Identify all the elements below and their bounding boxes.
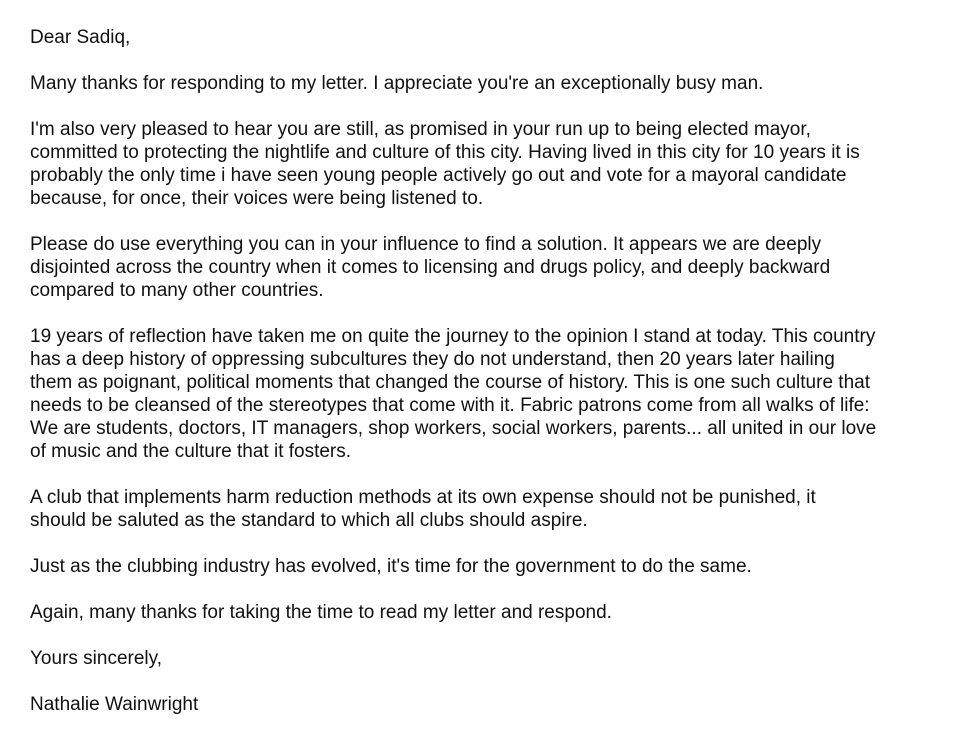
- signature: [30, 693, 950, 716]
- paragraph-line: needs to be cleansed of the stereotypes that come with it. Fabric patrons come from all walks of life:: [30, 395, 870, 416]
- salutation: [30, 26, 950, 49]
- closing: [30, 647, 950, 670]
- paragraph-thanks: [30, 72, 950, 95]
- paragraph-again-thanks: [30, 601, 950, 624]
- paragraph-line: committed to protecting the nightlife and culture of this city. Having lived in this city for 10 years it is: [30, 142, 860, 163]
- signature-name: Nathalie Wainwright: [30, 694, 199, 715]
- paragraph-line: 19 years of reflection have taken me on quite the journey to the opinion I stand at today. This country: [30, 326, 876, 347]
- paragraph-line: probably the only time i have seen young people actively go out and vote for a mayoral candidate: [30, 165, 847, 186]
- paragraph-reflection: [30, 325, 950, 463]
- paragraph-line: We are students, doctors, IT managers, shop workers, social workers, parents... all united in our love: [30, 418, 877, 439]
- paragraph-evolved: [30, 555, 950, 578]
- paragraph-line: Again, many thanks for taking the time to read my letter and respond.: [30, 602, 612, 623]
- paragraph-line: disjointed across the country when it comes to licensing and drugs policy, and deeply backward: [30, 257, 831, 278]
- paragraph-line: has a deep history of oppressing subcultures they do not understand, then 20 years later hailing: [30, 349, 835, 370]
- paragraph-line: should be saluted as the standard to which all clubs should aspire.: [30, 510, 588, 531]
- letter-body: [30, 26, 950, 716]
- paragraph-line: because, for once, their voices were being listened to.: [30, 188, 484, 209]
- paragraph-harm-reduction: [30, 486, 950, 532]
- paragraph-line: Just as the clubbing industry has evolved, it's time for the government to do the same.: [30, 556, 752, 577]
- paragraph-line: Many thanks for responding to my letter. I appreciate you're an exceptionally busy man.: [30, 73, 764, 94]
- paragraph-line: compared to many other countries.: [30, 280, 324, 301]
- paragraph-nightlife: [30, 118, 950, 210]
- salutation-text: Dear Sadiq,: [30, 27, 131, 48]
- paragraph-solution: [30, 233, 950, 302]
- paragraph-line: of music and the culture that it fosters.: [30, 441, 352, 462]
- paragraph-line: A club that implements harm reduction methods at its own expense should not be punished, it: [30, 487, 816, 508]
- paragraph-line: Please do use everything you can in your influence to find a solution. It appears we are deeply: [30, 234, 822, 255]
- closing-text: Yours sincerely,: [30, 648, 163, 669]
- paragraph-line: I'm also very pleased to hear you are still, as promised in your run up to being elected mayor,: [30, 119, 811, 140]
- paragraph-line: them as poignant, political moments that changed the course of history. This is one such culture that: [30, 372, 870, 393]
